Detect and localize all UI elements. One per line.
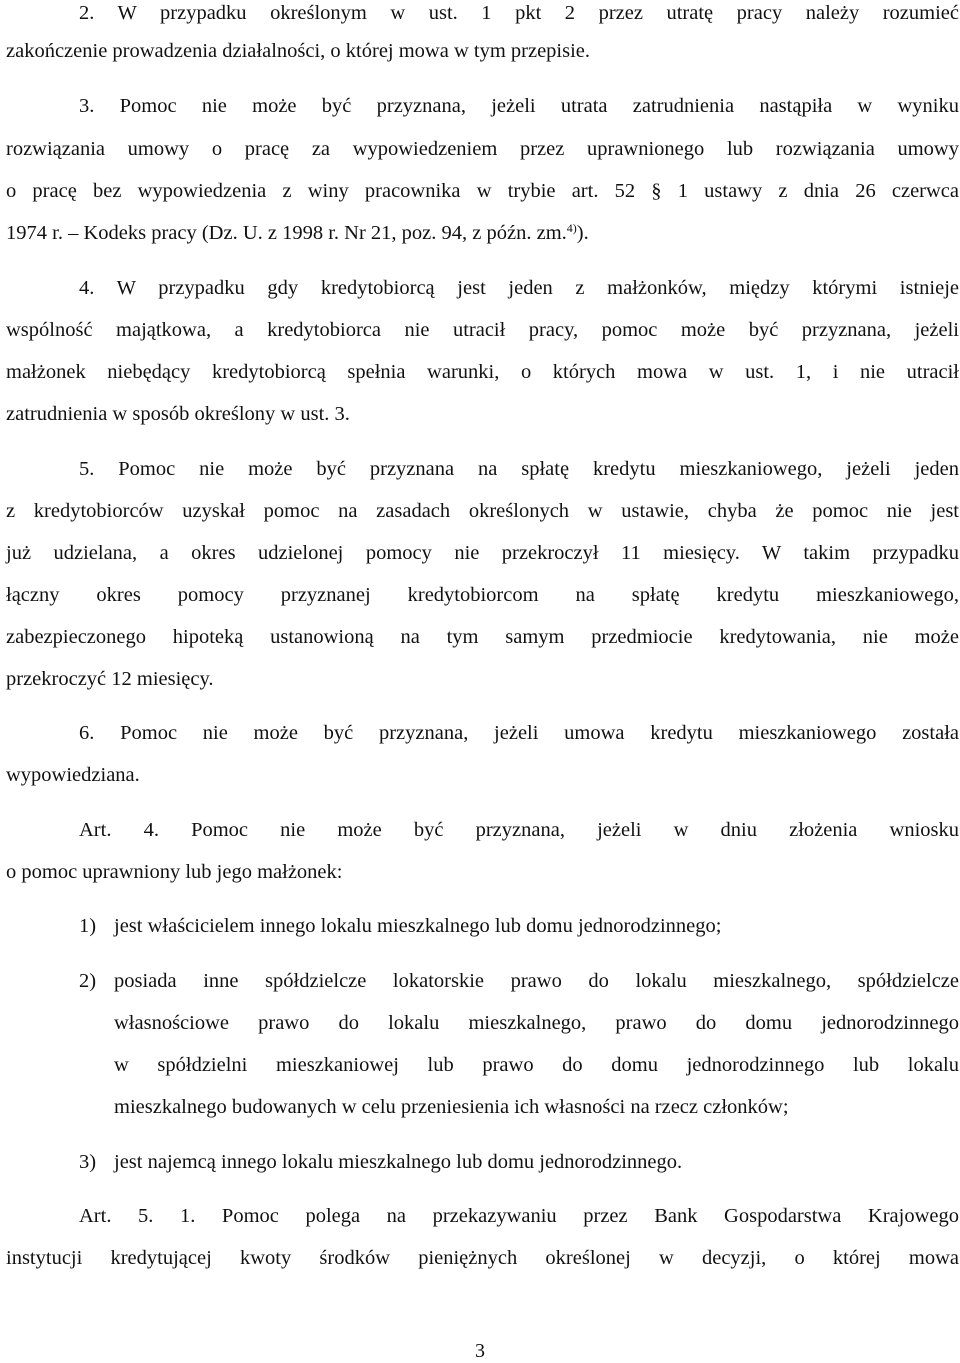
text-line: 3. Pomoc nie może być przyznana, jeżeli utrata zatrudnienia nastąpiła w wyniku [79, 95, 959, 117]
list-item: w spółdzielni mieszkaniowej lub prawo do domu jednorodzinnego lub lokalu [114, 1054, 959, 1076]
article-line: Art. 4. Pomoc nie może być przyznana, jeżeli w dniu złożenia wniosku [79, 819, 959, 841]
text-line: już udzielana, a okres udzielonej pomocy nie przekroczył 11 miesięcy. W takim przypadku [6, 542, 959, 564]
text-line: zabezpieczonego hipoteką ustanowioną na tym samym przedmiocie kredytowania, nie może [6, 626, 959, 648]
text-line: instytucji kredytującej kwoty środków pieniężnych określonej w decyzji, o której mowa [6, 1247, 959, 1269]
list-number: 3) [79, 1151, 97, 1173]
text-line: małżonek niebędący kredytobiorcą spełnia warunki, o których mowa w ust. 1, i nie utracił [6, 361, 959, 383]
article-line: Art. 5. 1. Pomoc polega na przekazywaniu przez Bank Gospodarstwa Krajowego [79, 1205, 959, 1227]
text-line: o pomoc uprawniony lub jego małżonek: [6, 861, 343, 883]
text-line: zatrudnienia w sposób określony w ust. 3. [6, 403, 350, 425]
list-item: mieszkalnego budowanych w celu przeniesienia ich własności na rzecz członków; [114, 1096, 789, 1118]
text-line: o pracę bez wypowiedzenia z winy pracownika w trybie art. 52 § 1 ustawy z dnia 26 czerwca [6, 180, 959, 202]
text-segment: ). [576, 222, 589, 244]
text-line: zakończenie prowadzenia działalności, o której mowa w tym przepisie. [6, 40, 591, 62]
text-line: przekroczyć 12 miesięcy. [6, 668, 214, 690]
text-line: z kredytobiorców uzyskał pomoc na zasadach określonych w ustawie, chyba że pomoc nie jest [6, 500, 959, 522]
footnote-ref: 4) [566, 221, 577, 235]
text-line: 2. W przypadku określonym w ust. 1 pkt 2 przez utratę pracy należy rozumieć [79, 2, 959, 24]
text-line: wypowiedziana. [6, 764, 140, 786]
text-line: 5. Pomoc nie może być przyznana na spłatę kredytu mieszkaniowego, jeżeli jeden [79, 458, 959, 480]
text-line: 6. Pomoc nie może być przyznana, jeżeli umowa kredytu mieszkaniowego została [79, 722, 959, 744]
list-item: jest właścicielem innego lokalu mieszkalnego lub domu jednorodzinnego; [114, 915, 722, 937]
list-item: posiada inne spółdzielcze lokatorskie prawo do lokalu mieszkalnego, spółdzielcze [114, 970, 959, 992]
text-segment: 1974 r. – Kodeks pracy (Dz. U. z 1998 r. Nr 21, poz. 94, z późn. zm. [6, 222, 567, 244]
list-item: jest najemcą innego lokalu mieszkalnego lub domu jednorodzinnego. [114, 1151, 683, 1173]
list-number: 1) [79, 915, 97, 937]
text-line: rozwiązania umowy o pracę za wypowiedzeniem przez uprawnionego lub rozwiązania umowy [6, 138, 959, 160]
text-line: łączny okres pomocy przyznanej kredytobiorcom na spłatę kredytu mieszkaniowego, [6, 584, 959, 606]
text-line: 4. W przypadku gdy kredytobiorcą jest jeden z małżonków, między którymi istnieje [79, 277, 959, 299]
list-item: własnościowe prawo do lokalu mieszkalnego, prawo do domu jednorodzinnego [114, 1012, 959, 1034]
text-line [6, 220, 959, 246]
page-number: 3 [475, 1340, 485, 1362]
list-number: 2) [79, 970, 97, 992]
text-line: wspólność majątkowa, a kredytobiorca nie utracił pracy, pomoc może być przyznana, jeżeli [6, 319, 959, 341]
